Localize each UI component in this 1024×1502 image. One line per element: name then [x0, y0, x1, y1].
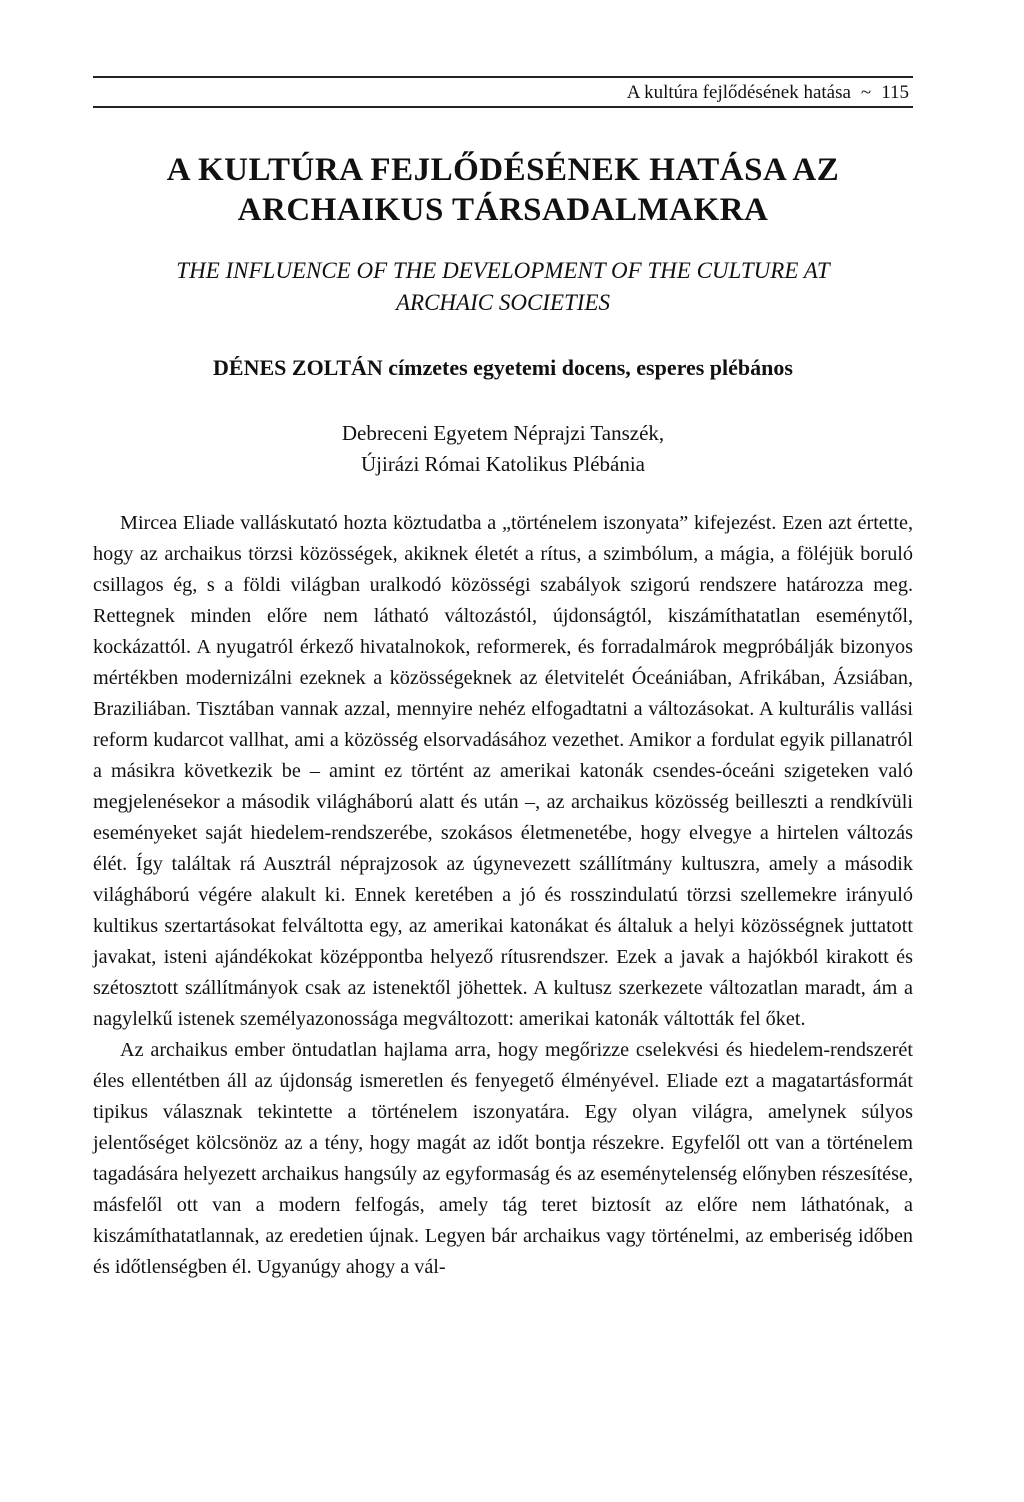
article-title-line-1: A KULTÚRA FEJLŐDÉSÉNEK HATÁSA AZ	[166, 152, 840, 188]
affiliation-line-1: Debreceni Egyetem Néprajzi Tanszék,	[341, 421, 665, 445]
author-line: DÉNES ZOLTÁN címzetes egyetemi docens, esperes plébános	[213, 355, 793, 380]
running-header-text	[627, 82, 909, 104]
affiliation	[93, 418, 913, 480]
page-number: 115	[881, 82, 909, 103]
article-body	[93, 508, 913, 1283]
body-paragraph-2: Az archaikus ember öntudatlan hajlama arra, hogy megőrizze cselekvési és hiedelem-rendszerét éles ellentétben áll az újdonság ismeretlen és fenyegető élményével. Eliade ezt a magatartásformát tipikus válasznak tekintette a történelem iszonyatára. Egy olyan világra, amelynek súlyos jelentőséget kölcsönöz az a tény, hogy magát az időt bontja részekre. Egyfelől ott van a történelem tagadására helyezett archaikus hangsúly az egyformaság és az eseménytelenség előnyben részesítése, másfelől ott van a modern felfogás, amely tág teret biztosít az előre nem láthatónak, a kiszámíthatatlannak, az eredetien újnak. Legyen bár archaikus vagy történelmi, az emberiség időben és időtlenségben él. Ugyanúgy ahogy a vál-	[93, 1039, 913, 1278]
body-paragraph-1: Mircea Eliade valláskutató hozta köztudatba a „történelem iszonyata” kifejezést. Ezen azt értette, hogy az archaikus törzsi közösségek, akiknek életét a rítus, a szimbólum, a mágia, a föléjük boruló csillagos ég, s a földi világban uralkodó közösségi szabályok szigorú rendszere határozza meg. Rettegnek minden előre nem látható változástól, újdonságtól, kiszámíthatatlan eseménytől, kockázattól. A nyugatról érkező hivatalnokok, reformerek, és forradalmárok megpróbálják bizonyos mértékben modernizálni ezeknek a közösségeknek az életvitelét Óceániában, Afrikában, Ázsiában, Braziliában. Tisztában vannak azzal, mennyire nehéz elfogadtatni a változásokat. A kulturális vallási reform kudarcot vallhat, ami a közösség elsorvadásához vezethet. Amikor a fordulat egyik pillanatról a másikra következik be – amint ez történt az amerikai katonák csendes-óceáni szigeteken való megjelenésekor a második világháború alatt és után –, az archaikus közösség beilleszti a rendkívüli eseményeket saját hiedelem-rendszerébe, szokásos életmenetébe, hogy elvegye a hirtelen változás élét. Így találtak rá Ausztrál néprajzosok az úgynevezett szállítmány kultuszra, amely a második világháború végére alakult ki. Ennek keretében a jó és rosszindulatú törzsi szellemekre irányuló kultikus szertartásokat felváltotta egy, az amerikai katonákat és általuk a helyi közösségnek juttatott javakat, isteni ajándékokat középpontba helyező rítusrendszer. Ezek a javak a hajókból kirakott és szétosztott szállítmányok csak az istenektől jöhettek. A kultusz szerkezete változatlan maradt, ám a nagylelkű istenek személyazonossága megváltozott: amerikai katonák váltották fel őket.	[93, 512, 913, 1030]
running-header-separator: ~	[860, 82, 872, 103]
running-header	[93, 76, 913, 108]
article-title-line-2: ARCHAIKUS TÁRSADALMAKRA	[237, 192, 769, 228]
article-subtitle-line-1: THE INFLUENCE OF THE DEVELOPMENT OF THE CULTURE AT	[176, 258, 830, 283]
article-subtitle	[93, 255, 913, 319]
article-subtitle-line-2: ARCHAIC SOCIETIES	[395, 290, 610, 315]
affiliation-line-2: Újirázi Római Katolikus Plébánia	[360, 452, 646, 476]
article-title	[93, 150, 913, 230]
running-header-title: A kultúra fejlődésének hatása	[626, 82, 851, 103]
